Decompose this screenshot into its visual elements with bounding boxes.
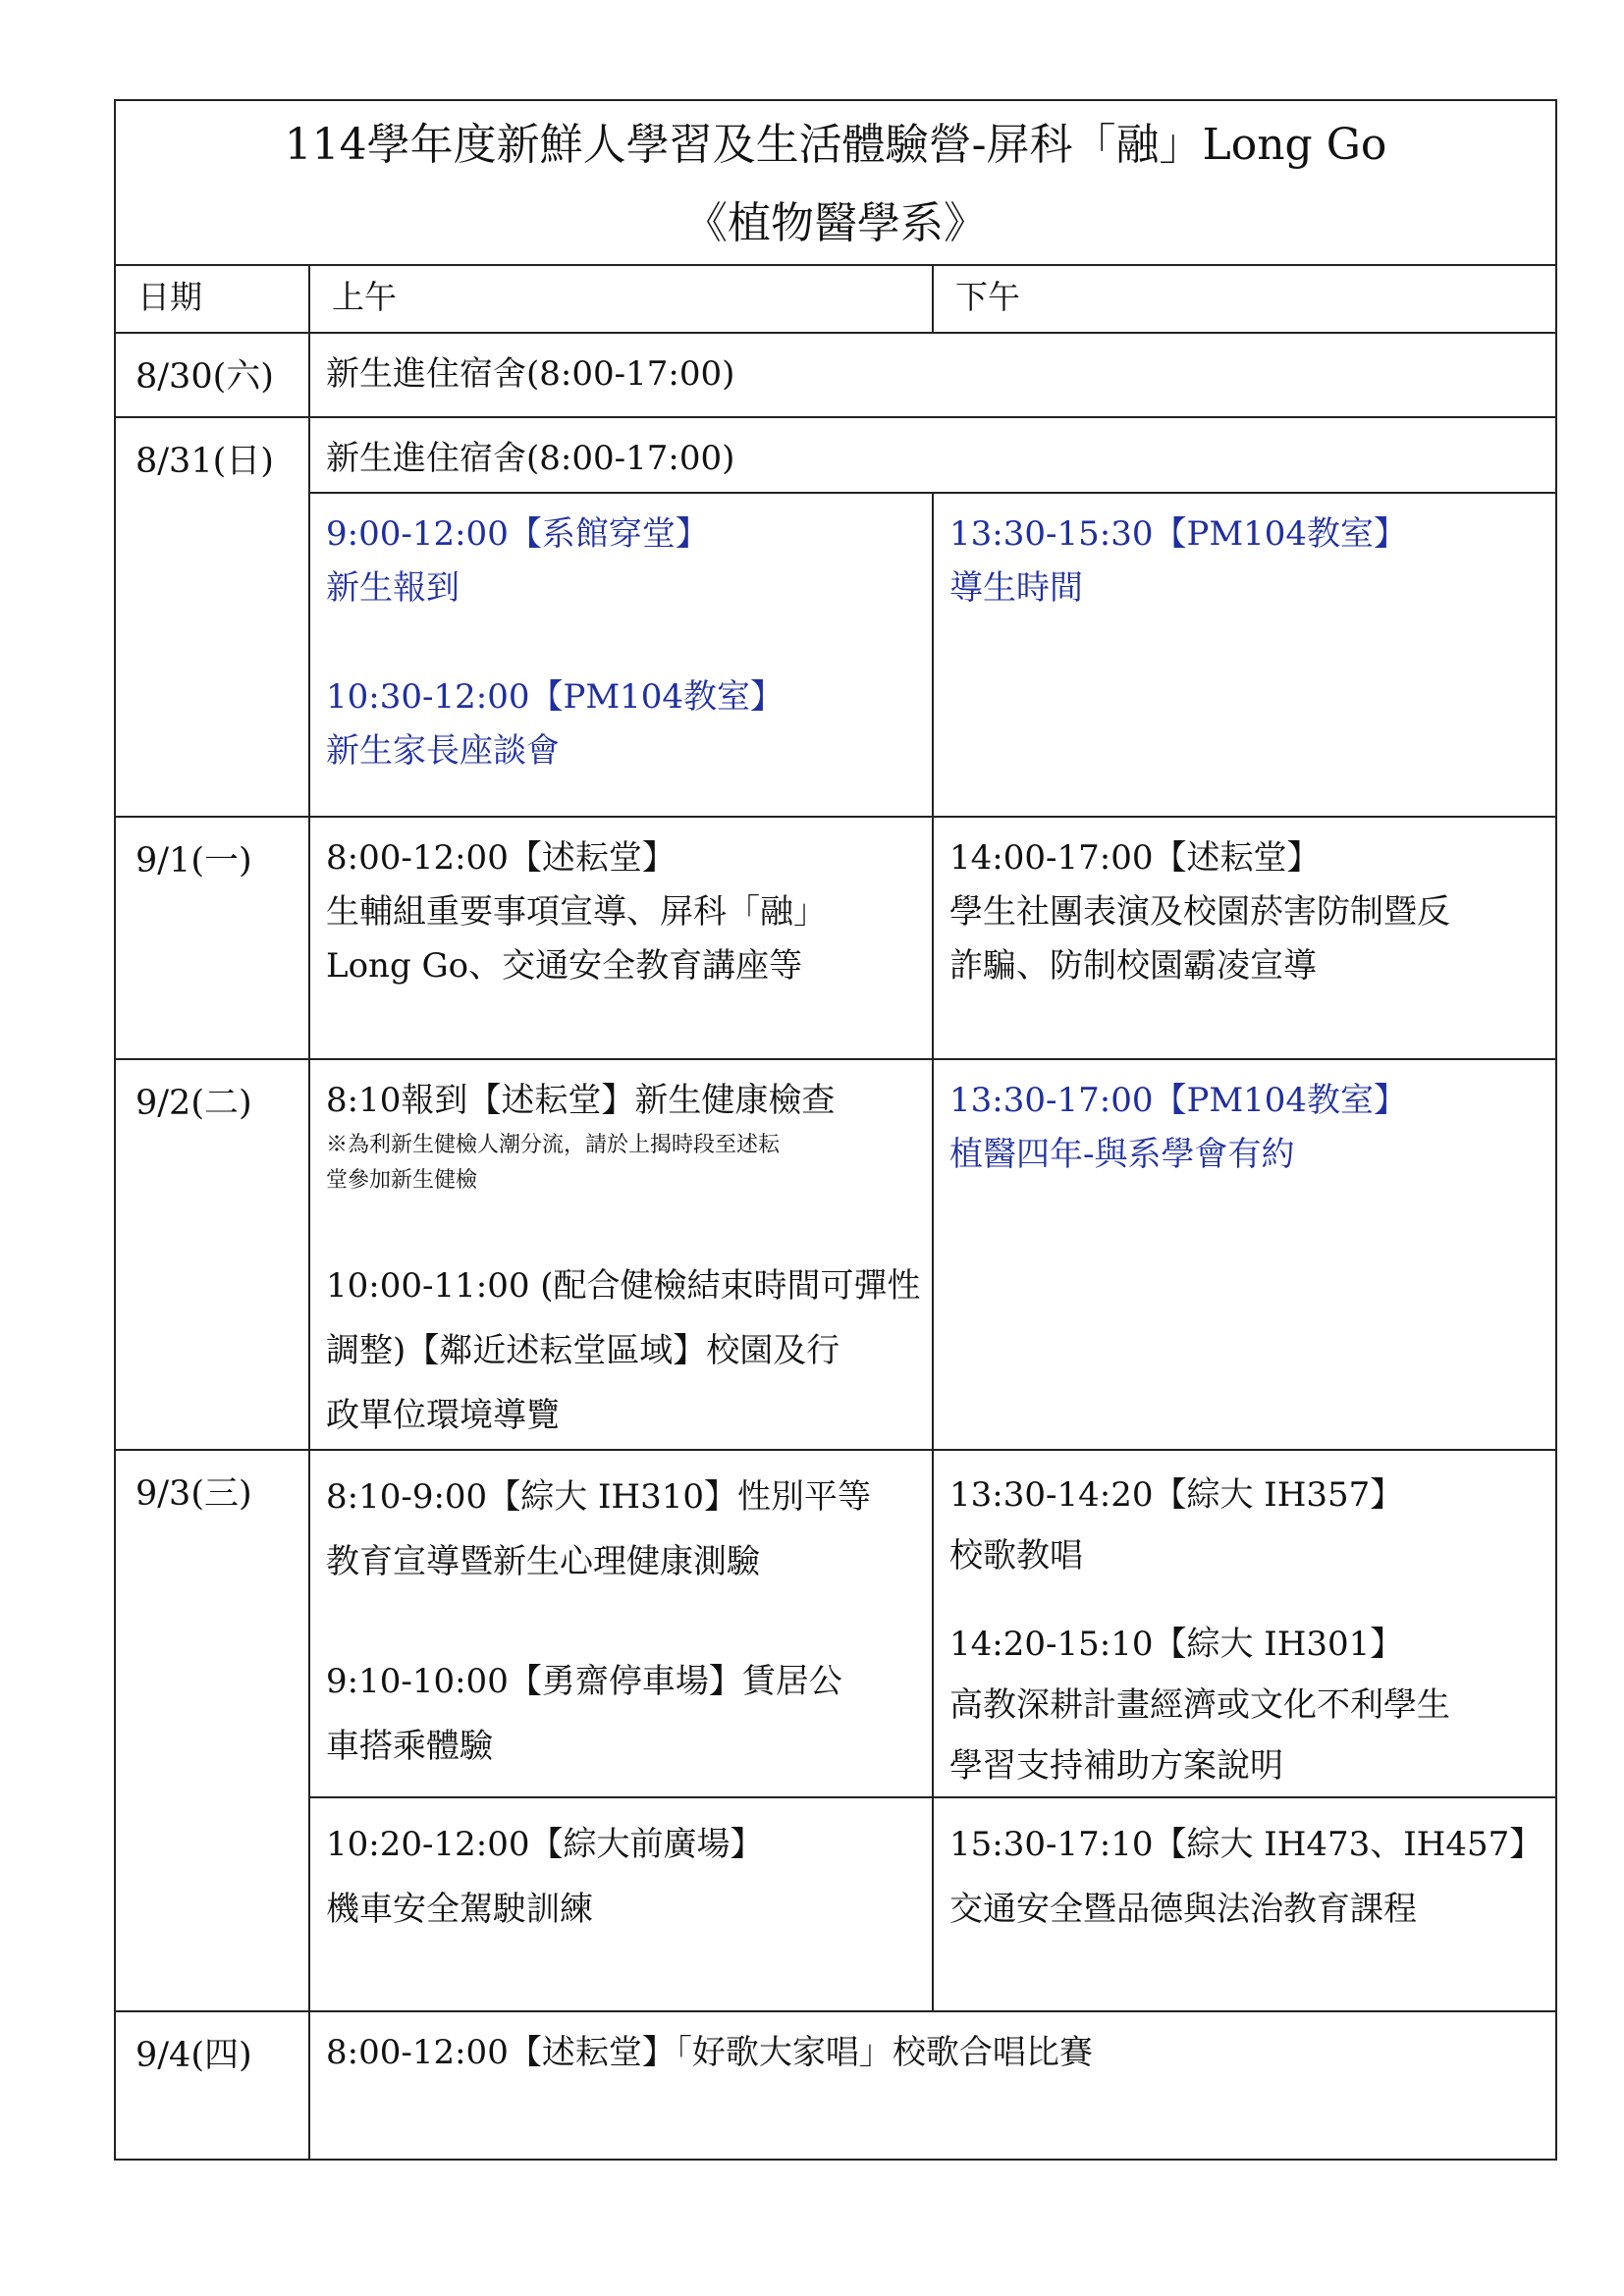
event-text: 10:00-11:00 (配合健檢結束時間可彈性 [326,1266,921,1306]
event-desc: 導生時間 [949,568,1083,608]
note-text: ※為利新生健檢人潮分流，請於上揭時段至述耘 [326,1133,781,1157]
event-time: 14:20-15:10【綜大 IH301】 [949,1625,1404,1664]
event-desc: 新生家長座談會 [326,731,560,771]
event-time: 10:20-12:00【綜大前廣場】 [326,1825,764,1864]
am-cell [309,1059,933,1450]
date-cell: 9/2(二) [115,1059,309,1450]
table-row [115,333,1556,417]
pm-cell [933,1450,1556,1797]
date-cell: 9/3(三) [115,1450,309,2011]
pm-cell [933,1059,1556,1450]
event-desc: 生輔組重要事項宣導、屏科「融」 [326,892,827,932]
date-cell: 8/30(六) [115,333,309,417]
event-text: 政單位環境導覽 [326,1396,560,1435]
table-row [115,1059,1556,1450]
table-row [115,1450,1556,1797]
header-pm: 下午 [933,265,1556,333]
event-time: 13:30-14:20【綜大 IH357】 [949,1475,1404,1515]
event-text: 8:10報到【述耘堂】新生健康檢查 [326,1081,836,1120]
event-time: 15:30-17:10【綜大 IH473、IH457】 [949,1825,1543,1864]
event-time: 13:30-15:30【PM104教室】 [949,514,1408,554]
event-desc: 新生報到 [326,568,460,608]
event-desc: 學生社團表演及校園菸害防制暨反 [949,892,1450,932]
event-desc: 機車安全駕駛訓練 [326,1890,593,1929]
title-cell [115,100,1556,265]
date-cell: 9/1(一) [115,817,309,1059]
pm-cell [933,817,1556,1059]
event-time: 14:00-17:00【述耘堂】 [949,838,1321,878]
date-cell: 9/4(四) [115,2011,309,2160]
pm-cell [933,1797,1556,2011]
event-desc: 高教深耕計畫經濟或文化不利學生 [949,1685,1450,1725]
table-row [115,417,1556,493]
event-time: 10:30-12:00【PM104教室】 [326,677,785,717]
event-desc: Long Go、交通安全教育講座等 [326,946,803,986]
note-text: 堂參加新生健檢 [326,1168,478,1193]
event-time: 9:00-12:00【系館穿堂】 [326,514,709,554]
department-title: 《植物醫學系》 [684,198,987,248]
page-title: 114學年度新鮮人學習及生活體驗營-屏科「融」Long Go [284,120,1387,170]
full-day-cell [309,2011,1556,2160]
am-cell [309,1450,933,1797]
table-row [115,817,1556,1059]
event-text: 新生進住宿舍(8:00-17:00) [326,354,735,394]
event-desc: 植醫四年-與系學會有約 [949,1135,1295,1174]
event-text: 新生進住宿舍(8:00-17:00) [326,439,735,478]
title-row [115,100,1556,265]
event-text: 8:00-12:00【述耘堂】「好歌大家唱」校歌合唱比賽 [326,2033,1093,2072]
date-cell: 8/31(日) [115,417,309,817]
table-row [115,1797,1556,2011]
event-text: 調整)【鄰近述耘堂區域】校園及行 [326,1331,840,1370]
event-text: 教育宣導暨新生心理健康測驗 [326,1542,760,1581]
event-text: 8:10-9:00【綜大 IH310】性別平等 [326,1477,871,1517]
table-row [115,493,1556,817]
event-text: 車搭乘體驗 [326,1727,493,1766]
header-am: 上午 [309,265,933,333]
header-row [115,265,1556,333]
event-desc: 詐騙、防制校園霸凌宣導 [949,946,1317,986]
event-desc: 校歌教唱 [949,1536,1083,1575]
pm-cell [933,493,1556,817]
event-time: 8:00-12:00【述耘堂】 [326,838,676,878]
am-cell [309,1797,933,2011]
am-cell [309,493,933,817]
event-time: 13:30-17:00【PM104教室】 [949,1081,1408,1120]
full-day-cell [309,333,1556,417]
event-desc: 交通安全暨品德與法治教育課程 [949,1890,1417,1929]
full-day-cell [309,417,1556,493]
schedule-table [114,99,1557,2161]
am-cell [309,817,933,1059]
header-date: 日期 [115,265,309,333]
schedule-sheet [114,99,1555,2150]
table-row [115,2011,1556,2160]
event-desc: 學習支持補助方案說明 [949,1746,1283,1786]
event-text: 9:10-10:00【勇齋停車場】賃居公 [326,1662,842,1701]
